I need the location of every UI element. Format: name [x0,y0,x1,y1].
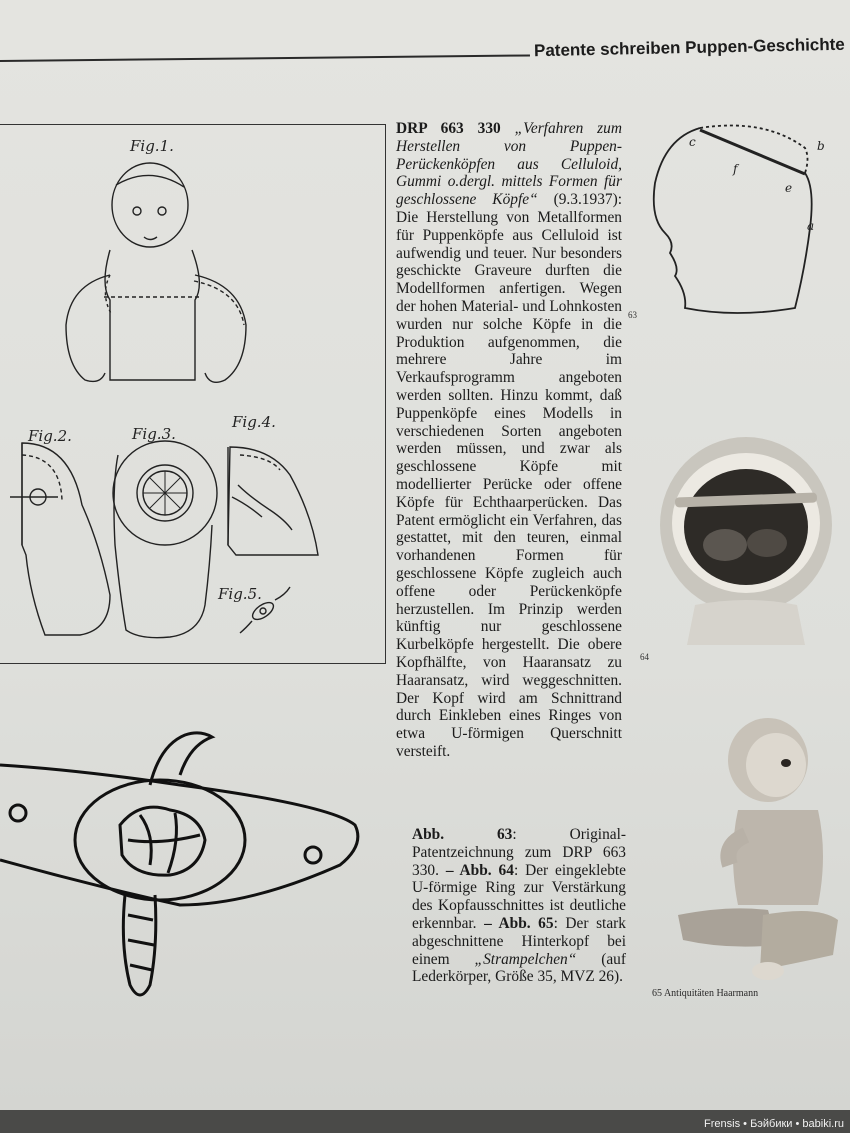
caption-65-text: : Der stark abgeschnittene Hinterkopf bei einem [412,914,626,968]
figure-65-credit: 65 Antiquitäten Haarmann [652,988,759,999]
caption-65-italic: „Strampelchen“ [474,950,577,968]
watermark: Frensis • Бэйбики • babiki.ru [704,1118,844,1130]
running-header: Patente schreiben Puppen-Geschichte [533,34,845,61]
article-text: (9.3.1937): Die Herstellung von Metallformen für Puppenköpfe aus Celluloid ist aufwendig und teuer. Nur besonders geschickte Graveure durften die Modellformen anfertigen. Wegen der hohen Material- und Lohnkosten wurden nur solche Köpfe in die Produktion aufgenommen, die mehrere Jahre im Verkaufsprogramm angeboten werden sollten. Hinzu kommt, daß Puppenköpfe eines Modells in verschiedenen Sorten angeboten werden müssen, und zwar als geschlossene Köpfe mit modellierter Perücke oder offene Köpfe für Echthaarperücken. Das Patent ermöglicht ein Verfahren, das gestattet, mit den teuren, einmal vorhandenen Formen für geschlossene Köpfe zugleich auch offene oder Perückenköpfe herzustellen. Im Prinzip werden künftig nur geschlossene Kurbelköpfe hergestellt. Die obere Kopfhälfte, von Haaransatz zu Haaransatz, wird weggeschnitten. Der Kopf wird am Schnittrand durch Einkleben eines Ringes von etwa U-förmigen Querschnitt versteift. [396,191,622,760]
doll-head-ring-photo [655,435,837,645]
caption-65-label: – Abb. 65 [484,914,554,932]
caption-63-text: : Original-Patentzeichnung zum DRP 663 330. [412,826,626,879]
svg-text:c: c [689,135,696,149]
patent-drawing [0,125,386,665]
fig5-label: Fig.5. [218,585,262,603]
patent-number: DRP 663 330 [396,120,501,137]
article-body [396,120,622,761]
fig2-label: Fig.2. [28,427,72,445]
caption-64-text: : Der eingeklebte U-förmige Ring zur Verstärkung des Kopfausschnittes ist deutliche erkennbar. [412,861,626,932]
fig3-label: Fig.3. [132,425,176,443]
caption-64-label: – Abb. 64 [445,861,514,879]
fig4-label: Fig.4. [232,413,276,431]
caption-65-tail: (auf Lederkörper, Größe 35, MVZ 26). [412,950,627,986]
patent-drawing-frame [0,124,386,664]
ring-cross-section-drawing [0,715,370,1015]
strampelchen-doll-photo [668,715,840,985]
patent-title: „Verfahren zum Herstellen von Puppen-Perückenköpfen aus Celluloid, Gummi o.dergl. mittels Formen für geschlossene Köpfe“ [396,120,622,209]
figure-63-number: 63 [628,310,637,320]
figure-64-number: 64 [640,652,649,662]
header-rule [0,54,530,62]
caption-63-label: Abb. 63 [412,826,513,843]
figure-captions [412,826,626,986]
svg-text:e: e [785,181,793,195]
head-profile-drawing [645,118,830,323]
svg-text:a: a [807,219,815,233]
svg-text:b: b [817,139,825,153]
fig1-label: Fig.1. [130,137,174,155]
svg-text:f: f [733,162,738,176]
